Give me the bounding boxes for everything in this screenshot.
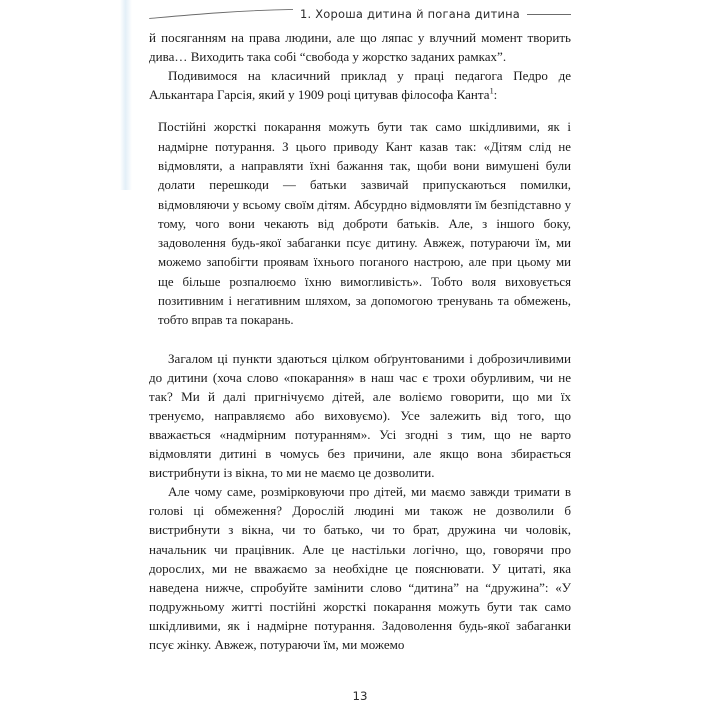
running-head-rule-left-swash-icon xyxy=(149,8,293,20)
running-head xyxy=(149,4,571,24)
paragraph-continued: й посяганням на права людини, але що ляпас у влучний момент творить дива… Виходить така собі “свобода у жорстко заданих рамках”. xyxy=(149,30,571,65)
text-block xyxy=(149,28,571,654)
page-number: 13 xyxy=(352,689,368,703)
paragraph-zahalom: Загалом ці пункти здаються цілком обґрунтованими і доброзичливими до дитини (хоча слово «покарання» в наш час є трохи обурливим, чи не так? Ми й далі пригнічуємо дітей, але воліємо говорити, що ми їх тренуємо, направляємо або виховуємо). Усе залежить від того, що вважається «надмірним потуранням». Усі згодні з тим, що не варто відмовляти дитині в чомусь без причини, але якщо вона збирається вистрибнути із вікна, то ми не маємо це дозволити. xyxy=(149,350,571,481)
block-quote-paragraph: Постійні жорсткі покарання можуть бути так само шкідливими, як і надмірне потурання. З цього приводу Кант казав так: «Дітям слід не відмовляти, а направляти їхні бажання так, щоби вони вимушені були долати перешкоди — батьки зазвичай припускаються помилки, відмовляючи у всьому своїм дітям. Абсурдно відмовляти їм безпідставно у тому, чого вони чекають від доброти батьків. Але, з іншого боку, задоволення будь-якої забаганки псує дитину. Авжеж, потураючи їм, ми можемо запобігти проявам їхнього поганого настрою, але при цьому ми ще більше розпалюємо їхню вимогливість». Тобто воля виховується позитивним і негативним шляхом, за допомогою тренувань та обмежень, тобто вправ та покарань. xyxy=(158,120,571,328)
paragraph-text-after-footnote: : xyxy=(493,87,498,103)
block-quote-kant xyxy=(149,118,571,330)
running-head-rule-right xyxy=(527,14,571,15)
paragraph-pedro-de-alcantara-garcia xyxy=(149,66,571,104)
scan-gutter-tint xyxy=(120,0,132,190)
running-head-title: 1. Хороша дитина й погана дитина xyxy=(299,7,521,21)
paragraph-text-before-footnote: Подивимося на класичний приклад у праці педагога Педро де Алькантара Гарсія, який у 1909 році цитував філософа Канта xyxy=(149,68,571,103)
footnote-marker[interactable]: 1 xyxy=(489,86,494,96)
paragraph-ale-chomu-same: Але чому саме, розмірковуючи про дітей, ми маємо завжди тримати в голові ці обмеження? Дорослій людині ми також не дозволили б вистрибнути з вікна, чи то батько, чи то брат, дружина чи чоловік, начальник чи працівник. Але це настільки логічно, що, говорячи про дорослих, ми не вважаємо за необхідне це пояснювати. У цитаті, яка наведена нижче, спробуйте замінити слово “дитина” на “дружина”: «У подружньому житті постійні жорсткі покарання можуть бути так само шкідливими, як і надмірне потурання. Задоволення будь-якої забаганки псує жінку. Авжеж, потураючи їм, ми можемо xyxy=(149,484,571,653)
